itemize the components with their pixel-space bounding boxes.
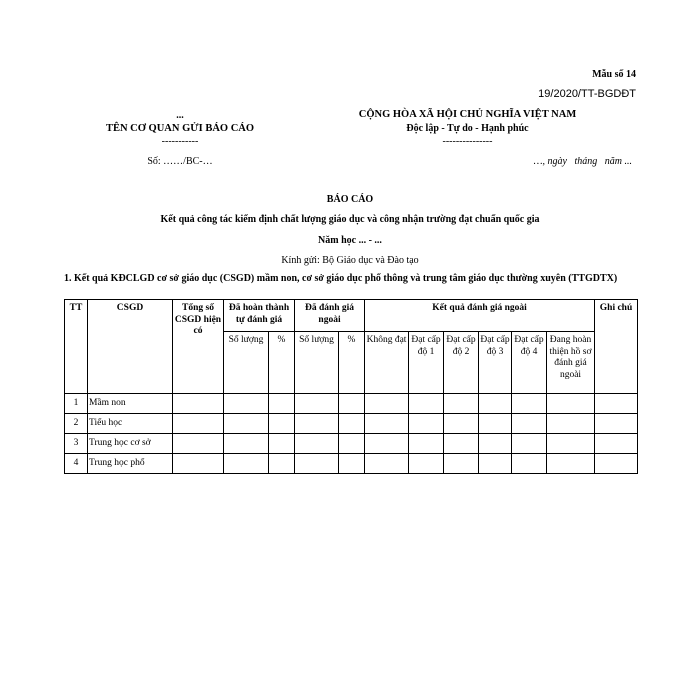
header-left-ellipsis: ... bbox=[176, 110, 184, 121]
col-self-qty: Số lượng bbox=[224, 332, 269, 394]
cell bbox=[444, 434, 479, 454]
row-number: 1 bbox=[65, 394, 88, 414]
cell bbox=[479, 414, 512, 434]
cell bbox=[224, 454, 269, 474]
country-name: CỘNG HÒA XÃ HỘI CHỦ NGHĨA VIỆT NAM bbox=[358, 109, 577, 120]
cell bbox=[547, 414, 595, 434]
cell bbox=[339, 454, 365, 474]
col-self-assessed: Đã hoàn thành tự đánh giá bbox=[224, 300, 295, 332]
cell bbox=[444, 414, 479, 434]
cell bbox=[173, 454, 224, 474]
cell bbox=[173, 394, 224, 414]
section-1-heading: 1. Kết quả KĐCLGD cơ sở giáo dục (CSGD) mầm non, cơ sở giáo dục phổ thông và trung tâm giáo dục thường xuyên (TTGDTX) bbox=[64, 273, 618, 284]
col-level-1: Đạt cấp độ 1 bbox=[409, 332, 444, 394]
cell bbox=[224, 394, 269, 414]
document-number: Số: ……/BC-… bbox=[147, 156, 213, 167]
report-subject: Kết quả công tác kiểm định chất lượng giáo dục và công nhận trường đạt chuẩn quốc gia bbox=[160, 214, 540, 225]
row-name: Trung học cơ sở bbox=[88, 434, 173, 454]
form-number: Mẫu số 14 bbox=[592, 69, 636, 80]
col-level-4: Đạt cấp độ 4 bbox=[512, 332, 547, 394]
header-left-divider: ----------- bbox=[161, 136, 199, 147]
cell bbox=[547, 454, 595, 474]
cell bbox=[479, 394, 512, 414]
cell bbox=[295, 454, 339, 474]
col-ext-qty: Số lượng bbox=[295, 332, 339, 394]
cell bbox=[479, 434, 512, 454]
col-external-results: Kết quả đánh giá ngoài bbox=[365, 300, 595, 332]
circular-number: 19/2020/TT-BGDĐT bbox=[538, 88, 636, 100]
row-number: 3 bbox=[65, 434, 88, 454]
cell bbox=[595, 394, 638, 414]
cell bbox=[295, 414, 339, 434]
cell bbox=[444, 394, 479, 414]
cell bbox=[224, 414, 269, 434]
cell bbox=[339, 414, 365, 434]
col-notes: Ghi chú bbox=[595, 300, 638, 394]
header-right-divider: --------------- bbox=[442, 136, 493, 147]
row-name: Tiểu học bbox=[88, 414, 173, 434]
col-tt: TT bbox=[65, 300, 88, 394]
col-external-assessed: Đã đánh giá ngoài bbox=[295, 300, 365, 332]
cell bbox=[409, 434, 444, 454]
col-level-3: Đạt cấp độ 3 bbox=[479, 332, 512, 394]
cell bbox=[409, 394, 444, 414]
cell bbox=[547, 394, 595, 414]
row-number: 4 bbox=[65, 454, 88, 474]
row-name: Trung học phổ bbox=[88, 454, 173, 474]
col-pending: Đang hoàn thiện hồ sơ đánh giá ngoài bbox=[547, 332, 595, 394]
row-number: 2 bbox=[65, 414, 88, 434]
cell bbox=[295, 394, 339, 414]
col-total: Tổng số CSGD hiện có bbox=[173, 300, 224, 394]
cell bbox=[224, 434, 269, 454]
cell bbox=[595, 434, 638, 454]
table-row bbox=[65, 454, 638, 474]
agency-name: TÊN CƠ QUAN GỬI BÁO CÁO bbox=[105, 123, 255, 134]
recipient-line: Kính gửi: Bộ Giáo dục và Đào tạo bbox=[281, 255, 419, 266]
cell bbox=[269, 394, 295, 414]
cell bbox=[547, 434, 595, 454]
row-name: Mầm non bbox=[88, 394, 173, 414]
cell bbox=[512, 434, 547, 454]
cell bbox=[295, 434, 339, 454]
cell bbox=[365, 414, 409, 434]
header-row-1 bbox=[65, 300, 638, 332]
report-title: BÁO CÁO bbox=[326, 194, 374, 205]
cell bbox=[595, 414, 638, 434]
cell bbox=[595, 454, 638, 474]
report-table bbox=[64, 299, 638, 474]
cell bbox=[339, 394, 365, 414]
cell bbox=[365, 434, 409, 454]
cell bbox=[365, 454, 409, 474]
cell bbox=[409, 414, 444, 434]
col-csgd: CSGD bbox=[88, 300, 173, 394]
col-self-pct: % bbox=[269, 332, 295, 394]
cell bbox=[512, 454, 547, 474]
cell bbox=[339, 434, 365, 454]
cell bbox=[269, 414, 295, 434]
date-line: …, ngày tháng năm ... bbox=[533, 156, 632, 167]
cell bbox=[479, 454, 512, 474]
col-ext-pct: % bbox=[339, 332, 365, 394]
table-row bbox=[65, 434, 638, 454]
table-row bbox=[65, 414, 638, 434]
national-motto: Độc lập - Tự do - Hạnh phúc bbox=[406, 123, 529, 134]
cell bbox=[409, 454, 444, 474]
cell bbox=[365, 394, 409, 414]
col-level-2: Đạt cấp độ 2 bbox=[444, 332, 479, 394]
col-not-passed: Không đạt bbox=[365, 332, 409, 394]
school-year: Năm học ... - ... bbox=[318, 235, 382, 246]
cell bbox=[512, 414, 547, 434]
cell bbox=[269, 454, 295, 474]
cell bbox=[512, 394, 547, 414]
cell bbox=[444, 454, 479, 474]
table-row bbox=[65, 394, 638, 414]
cell bbox=[173, 414, 224, 434]
cell bbox=[269, 434, 295, 454]
cell bbox=[173, 434, 224, 454]
